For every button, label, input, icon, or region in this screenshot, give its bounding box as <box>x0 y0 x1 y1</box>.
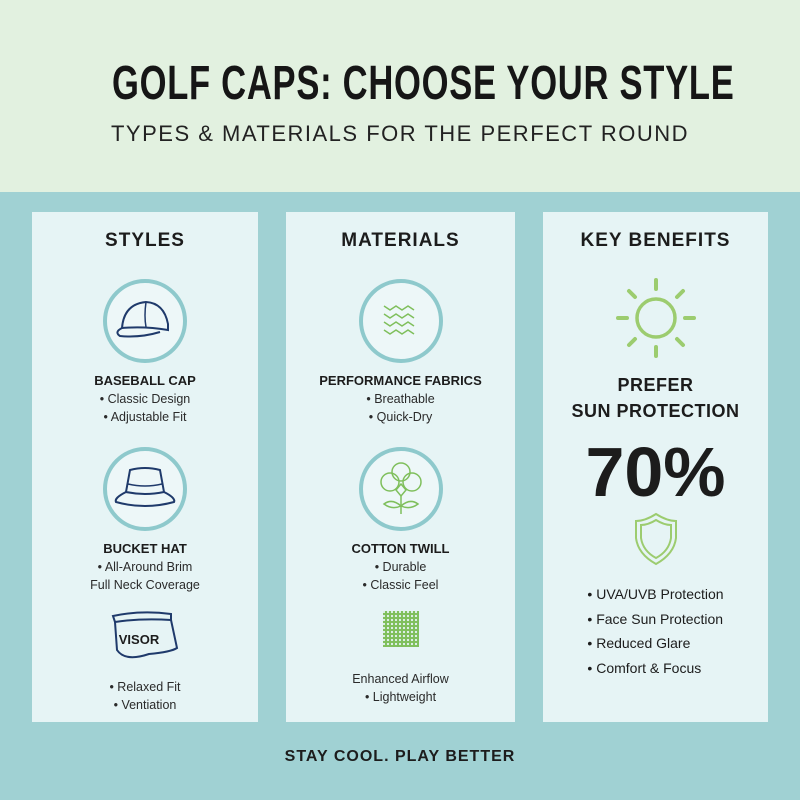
material-point: Enhanced Airflow <box>352 672 449 686</box>
fabric-weave-icon <box>356 276 446 366</box>
style-visor <box>32 608 258 714</box>
material-mesh <box>286 610 515 706</box>
style-point: • Classic Design <box>99 392 191 406</box>
material-name: COTTON TWILL <box>351 541 450 556</box>
style-name: BASEBALL CAP <box>94 373 196 388</box>
style-point: • All-Around Brim <box>97 560 193 574</box>
bucket-hat-icon <box>100 444 190 534</box>
style-point: • Ventiation <box>113 698 177 712</box>
shield-icon <box>633 512 679 566</box>
benefit-point: • Face Sun Protection <box>587 610 724 627</box>
styles-panel <box>32 212 258 722</box>
page-title: GOLF CAPS: CHOOSE YOUR STYLE <box>112 57 735 110</box>
benefit-point: • Reduced Glare <box>587 635 691 651</box>
material-point: • Lightweight <box>364 690 437 704</box>
page-subtitle: TYPES & MATERIALS FOR THE PERFECT ROUND <box>110 121 690 146</box>
style-name: BUCKET HAT <box>103 541 187 556</box>
cotton-icon <box>356 444 446 534</box>
footer-tagline: STAY COOL. PLAY BETTER <box>284 748 516 765</box>
material-point: • Breathable <box>366 392 435 406</box>
benefit-headline-2: SUN PROTECTION <box>571 401 740 421</box>
benefit-point: • Comfort & Focus <box>587 659 702 676</box>
benefits-panel <box>543 212 768 722</box>
material-point: • Quick-Dry <box>368 410 433 424</box>
benefits-title: KEY BENEFITS <box>580 230 731 251</box>
mesh-icon <box>382 610 420 648</box>
materials-title: MATERIALS <box>341 230 460 251</box>
benefit-point: • UVA/UVB Protection <box>587 586 724 602</box>
style-baseball-cap <box>32 276 258 426</box>
material-name: PERFORMANCE FABRICS <box>319 373 482 388</box>
benefit-headline-1: PREFER <box>617 375 694 395</box>
material-point: • Classic Feel <box>362 578 439 592</box>
visor-icon <box>105 608 185 664</box>
materials-panel <box>286 212 515 722</box>
benefit-list <box>587 582 723 680</box>
style-point: • Adjustable Fit <box>103 410 187 424</box>
style-bucket-hat <box>32 444 258 594</box>
benefits-content <box>543 276 768 680</box>
material-point: • Durable <box>374 560 427 574</box>
styles-title: STYLES <box>105 230 185 251</box>
material-performance <box>286 276 515 426</box>
style-point: Full Neck Coverage <box>90 578 200 592</box>
baseball-cap-icon <box>100 276 190 366</box>
material-cotton <box>286 444 515 594</box>
style-point: • Relaxed Fit <box>109 680 181 694</box>
benefit-stat: 70% <box>585 433 726 511</box>
sun-icon <box>614 276 698 360</box>
visor-label: VISOR <box>118 632 160 647</box>
